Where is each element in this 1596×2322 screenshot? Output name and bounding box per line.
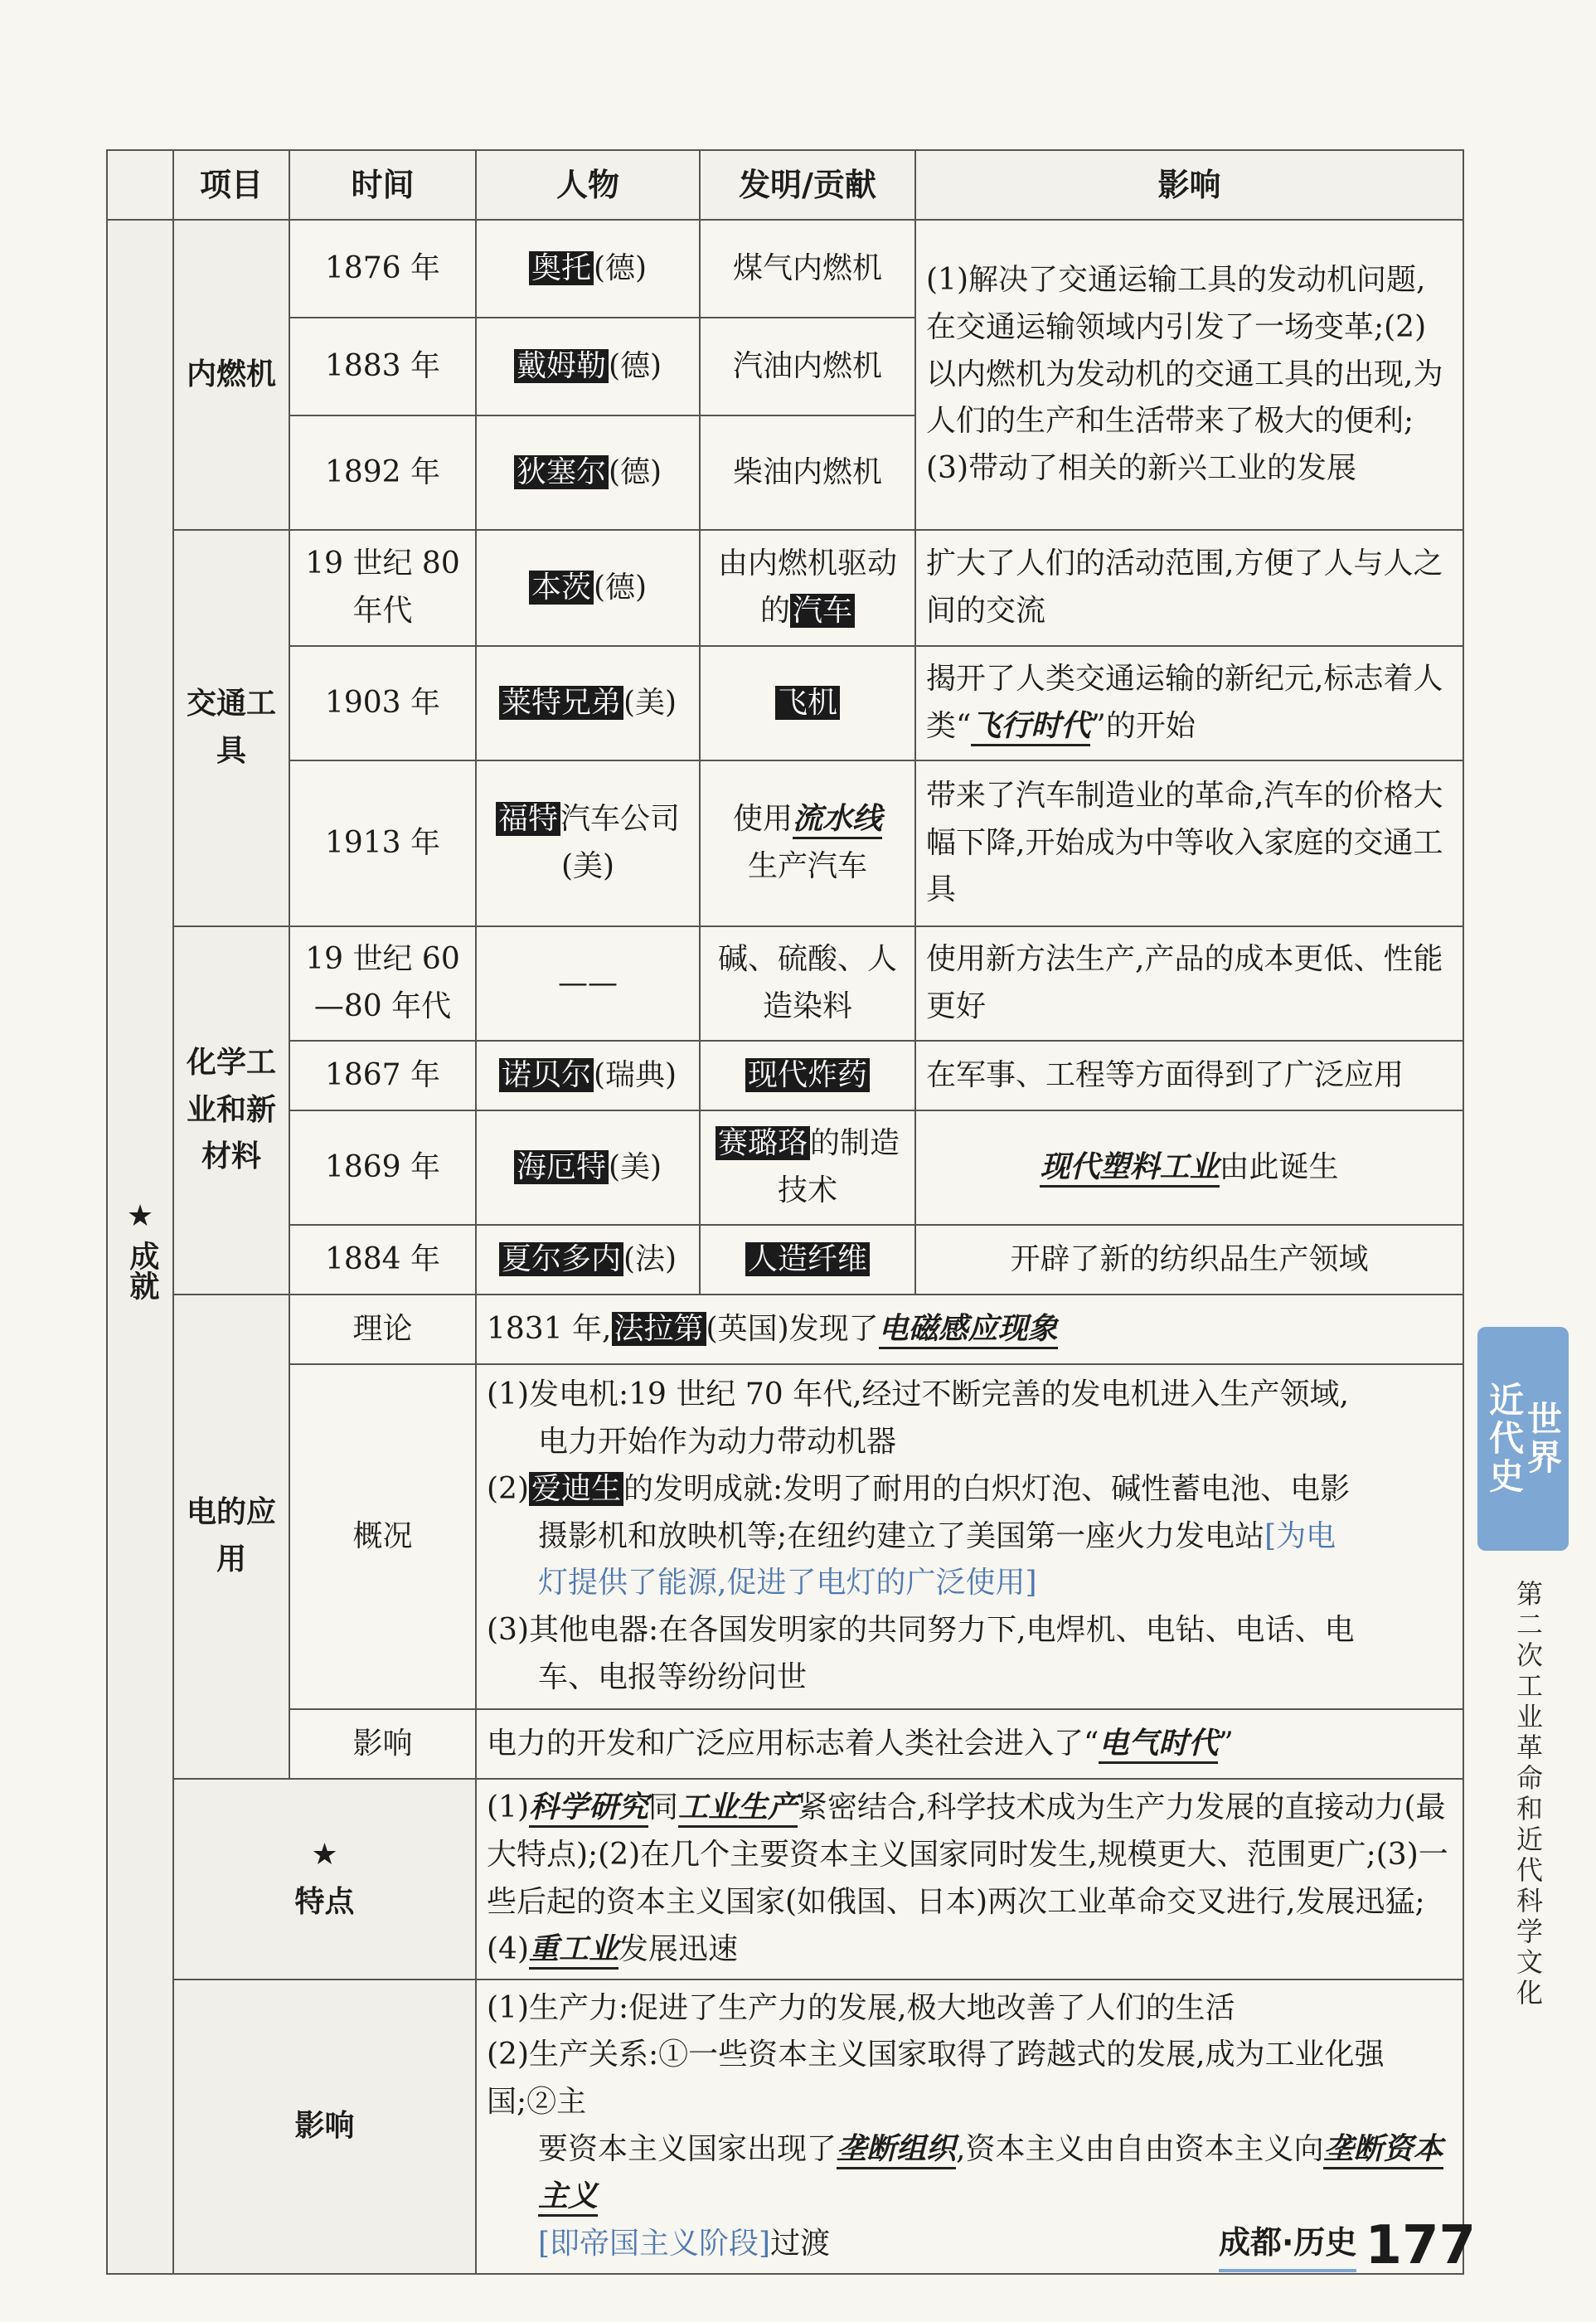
influence-item-1: (1)生产力:促进了生产力的发展,极大地改善了人们的生活	[487, 1990, 1235, 2025]
page-footer	[1219, 2198, 1477, 2276]
invention-text: 使用	[732, 802, 793, 837]
keyword: 电气时代	[1099, 1727, 1218, 1764]
overview-label: 概况	[289, 1364, 476, 1709]
person-cell	[476, 1225, 700, 1295]
engine-impact-cell: (1)解决了交通运输工具的发动机问题,在交通运输领域内引发了一场变革;(2)以内燃机为发动机的交通工具的出现,为人们的生产和生活带来了极大的便利;(3)带动了相关的新兴工业的发展	[915, 220, 1463, 530]
person-highlight: 本茨	[529, 571, 594, 605]
person-cell	[476, 646, 700, 760]
header-invention: 发明/贡献	[700, 150, 915, 220]
nation-text: (瑞典)	[593, 1057, 677, 1092]
invention-highlight: 现代炸药	[745, 1058, 870, 1092]
time-cell: 1892 年	[289, 415, 476, 530]
invention-cell	[700, 646, 915, 760]
influence-text: 要资本主义国家出现了	[538, 2132, 837, 2167]
overview-item-2b	[487, 1513, 1453, 1561]
overview-item-3a: (3)其他电器:在各国发明家的共同努力下,电焊机、电钻、电话、电	[487, 1613, 1355, 1648]
features-text: 发展迅速	[619, 1931, 739, 1966]
person-highlight: 夏尔多内	[499, 1242, 623, 1276]
category-chemical: 化学工业和新材料	[173, 926, 289, 1295]
page-number: 177	[1365, 2215, 1477, 2276]
header-project: 项目	[173, 150, 289, 220]
header-impact: 影响	[915, 150, 1463, 220]
table-row	[107, 1041, 1463, 1110]
features-text: (1)	[487, 1790, 529, 1824]
section-tab	[1477, 1327, 1569, 1551]
impact-text: 由此诞生	[1219, 1149, 1339, 1184]
overview-cell	[476, 1364, 1463, 1709]
impact-cell: 开辟了新的纺织品生产领域	[915, 1225, 1463, 1295]
invention-cell	[700, 1110, 915, 1225]
invention-highlight: 人造纤维	[745, 1242, 870, 1276]
header-person: 人物	[476, 150, 700, 220]
keyword: 电磁感应现象	[879, 1312, 1058, 1349]
overview-item-1a: (1)发电机:19 世纪 70 年代,经过不断完善的发电机进入生产领域,	[487, 1377, 1349, 1411]
keyword: 飞行时代	[971, 709, 1090, 746]
note-text: [即帝国主义阶段]	[538, 2226, 771, 2261]
nation-text: (法)	[623, 1241, 677, 1276]
time-cell: 1883 年	[289, 318, 476, 415]
impact-text: ”的开始	[1090, 709, 1196, 743]
summary-table	[106, 149, 1464, 2275]
table-row	[107, 646, 1463, 760]
invention-highlight: 飞机	[775, 686, 840, 720]
invention-highlight: 赛璐珞	[716, 1126, 810, 1160]
table-row	[107, 1110, 1463, 1225]
effect-text: 电力的开发和广泛应用标志着人类社会进入了“	[487, 1726, 1099, 1761]
table-row	[107, 1709, 1463, 1779]
impact-cell: 在军事、工程等方面得到了广泛应用	[915, 1041, 1463, 1110]
overview-note: 灯提供了能源,促进了电灯的广泛使用]	[538, 1566, 1037, 1601]
invention-cell: 汽油内燃机	[700, 318, 915, 415]
person-highlight: 诺贝尔	[499, 1058, 594, 1092]
time-cell: 19 世纪 80 年代	[289, 530, 476, 646]
table-header-row	[107, 150, 1463, 220]
influence-text: 过渡	[770, 2226, 831, 2261]
impact-text: 揭开了人类交通运输的新纪元,标志着人类“	[926, 662, 1443, 743]
table-row	[107, 760, 1463, 926]
nation-text: (德)	[593, 250, 648, 285]
keyword: 工业生产	[678, 1790, 798, 1828]
person-cell: ——	[476, 926, 700, 1041]
features-label: 特点	[294, 1884, 355, 1919]
keyword: 流水线	[793, 802, 882, 839]
invention-cell	[700, 1041, 915, 1110]
person-highlight: 福特	[496, 802, 560, 836]
nation-text: (美)	[608, 1149, 662, 1184]
header-time: 时间	[289, 150, 476, 220]
person-highlight: 狄塞尔	[514, 455, 609, 489]
table-row	[107, 1225, 1463, 1295]
nation-text: (美)	[623, 685, 677, 720]
invention-text: 的制造技术	[777, 1126, 900, 1207]
table-row	[107, 1779, 1463, 1980]
keyword: 垄断资本主义	[538, 2132, 1443, 2217]
section-tab-line1: 世界	[1522, 1401, 1563, 1477]
influence-item-2a: (2)生产关系:①一些资本主义国家取得了跨越式的发展,成为工业化强国;②主	[487, 2038, 1385, 2120]
table-row	[107, 530, 1463, 646]
time-cell: 1867 年	[289, 1041, 476, 1110]
keyword: 科学研究	[529, 1790, 648, 1828]
star-icon: ★	[311, 1837, 338, 1872]
person-highlight: 爱迪生	[529, 1472, 623, 1506]
person-cell	[476, 1041, 700, 1110]
nation-text: (德)	[608, 454, 662, 489]
table-row	[107, 926, 1463, 1041]
time-cell: 19 世纪 60—80 年代	[289, 926, 476, 1041]
star-icon: ★	[126, 1198, 154, 1233]
theory-text: 1831 年,	[487, 1311, 612, 1346]
invention-cell: 碱、硫酸、人造染料	[700, 926, 915, 1041]
time-cell: 1884 年	[289, 1225, 476, 1295]
nation-text: (德)	[608, 348, 662, 383]
time-cell: 1913 年	[289, 760, 476, 926]
table-row	[107, 220, 1463, 318]
nation-text: (美)	[560, 849, 615, 883]
impact-cell	[915, 1110, 1463, 1225]
impact-cell: 使用新方法生产,产品的成本更低、性能更好	[915, 926, 1463, 1041]
person-cell	[476, 530, 700, 646]
chapter-title: 第二次工业革命和近代科学文化	[1512, 1580, 1544, 2009]
overview-text: (2)	[487, 1471, 529, 1506]
time-cell: 1876 年	[289, 220, 476, 318]
category-transport: 交通工具	[173, 530, 289, 926]
person-highlight: 莱特兄弟	[499, 686, 623, 720]
invention-cell: 煤气内燃机	[700, 220, 915, 318]
impact-cell: 扩大了人们的活动范围,方便了人与人之间的交流	[915, 530, 1463, 646]
invention-text: 生产汽车	[747, 849, 867, 883]
person-cell	[476, 318, 700, 415]
theory-label: 理论	[289, 1295, 476, 1364]
effect-cell	[476, 1709, 1463, 1779]
person-cell	[476, 1110, 700, 1225]
theory-text: (英国)发现了	[706, 1311, 879, 1346]
influence-text: ,资本主义由自由资本主义向	[956, 2132, 1324, 2167]
features-cell	[476, 1779, 1463, 1980]
note-text: [为电	[1264, 1518, 1336, 1553]
time-cell: 1903 年	[289, 646, 476, 760]
keyword: 现代塑料工业	[1040, 1150, 1219, 1188]
achievement-cell	[107, 220, 173, 2274]
section-tab-line2: 近代史	[1484, 1382, 1525, 1496]
keyword: 垄断组织	[837, 2132, 956, 2169]
impact-cell: 带来了汽车制造业的革命,汽车的价格大幅下降,开始成为中等收入家庭的交通工具	[915, 760, 1463, 926]
person-highlight: 奥托	[529, 251, 594, 285]
invention-cell: 柴油内燃机	[700, 415, 915, 530]
person-cell	[476, 220, 700, 318]
table-row	[107, 1295, 1463, 1364]
overview-text: 的发明成就:发明了耐用的白炽灯泡、碱性蓄电池、电影	[623, 1471, 1351, 1506]
effect-text: ”	[1218, 1726, 1234, 1761]
invention-text: 由内燃机驱动的	[717, 546, 897, 628]
person-highlight: 戴姆勒	[514, 349, 609, 383]
time-cell: 1869 年	[289, 1110, 476, 1225]
category-electric: 电的应用	[173, 1295, 289, 1779]
person-cell	[476, 415, 700, 530]
person-text: 汽车公司	[560, 802, 681, 837]
person-highlight: 海厄特	[514, 1150, 609, 1184]
features-label-cell	[173, 1779, 476, 1980]
nation-text: (德)	[593, 570, 648, 605]
overview-item-1b: 电力开始作为动力带动机器	[538, 1424, 897, 1459]
influence-label: 影响	[173, 1980, 476, 2274]
overview-text: 摄影机和放映机等;在纽约建立了美国第一座火力发电站	[538, 1518, 1265, 1553]
invention-cell	[700, 1225, 915, 1295]
footer-label: 成都·历史	[1219, 2217, 1356, 2272]
features-text: 紧密结合,科学技术成为生产力发展的直接动力(最大特点);(2)在几个主要资本主义国家同时发生,规模更大、范围更广;(3)一些后起的资本主义国家(如俄国、日本)两次工业革命交叉进行,发展迅猛;(4)	[487, 1790, 1448, 1966]
impact-cell	[915, 646, 1463, 760]
features-text: 同	[648, 1790, 679, 1824]
table-row	[107, 1364, 1463, 1709]
invention-highlight: 汽车	[790, 594, 855, 628]
category-engine: 内燃机	[173, 220, 289, 530]
invention-cell	[700, 530, 915, 646]
overview-item-2a	[487, 1466, 1453, 1513]
invention-cell	[700, 760, 915, 926]
header-blank	[107, 150, 173, 220]
theory-cell	[476, 1295, 1463, 1364]
person-highlight: 法拉第	[612, 1312, 706, 1346]
achievement-label: 成就	[124, 1240, 159, 1300]
person-cell	[476, 760, 700, 926]
effect-label: 影响	[289, 1709, 476, 1779]
keyword: 重工业	[529, 1932, 619, 1970]
overview-item-3b: 车、电报等纷纷问世	[538, 1660, 808, 1695]
